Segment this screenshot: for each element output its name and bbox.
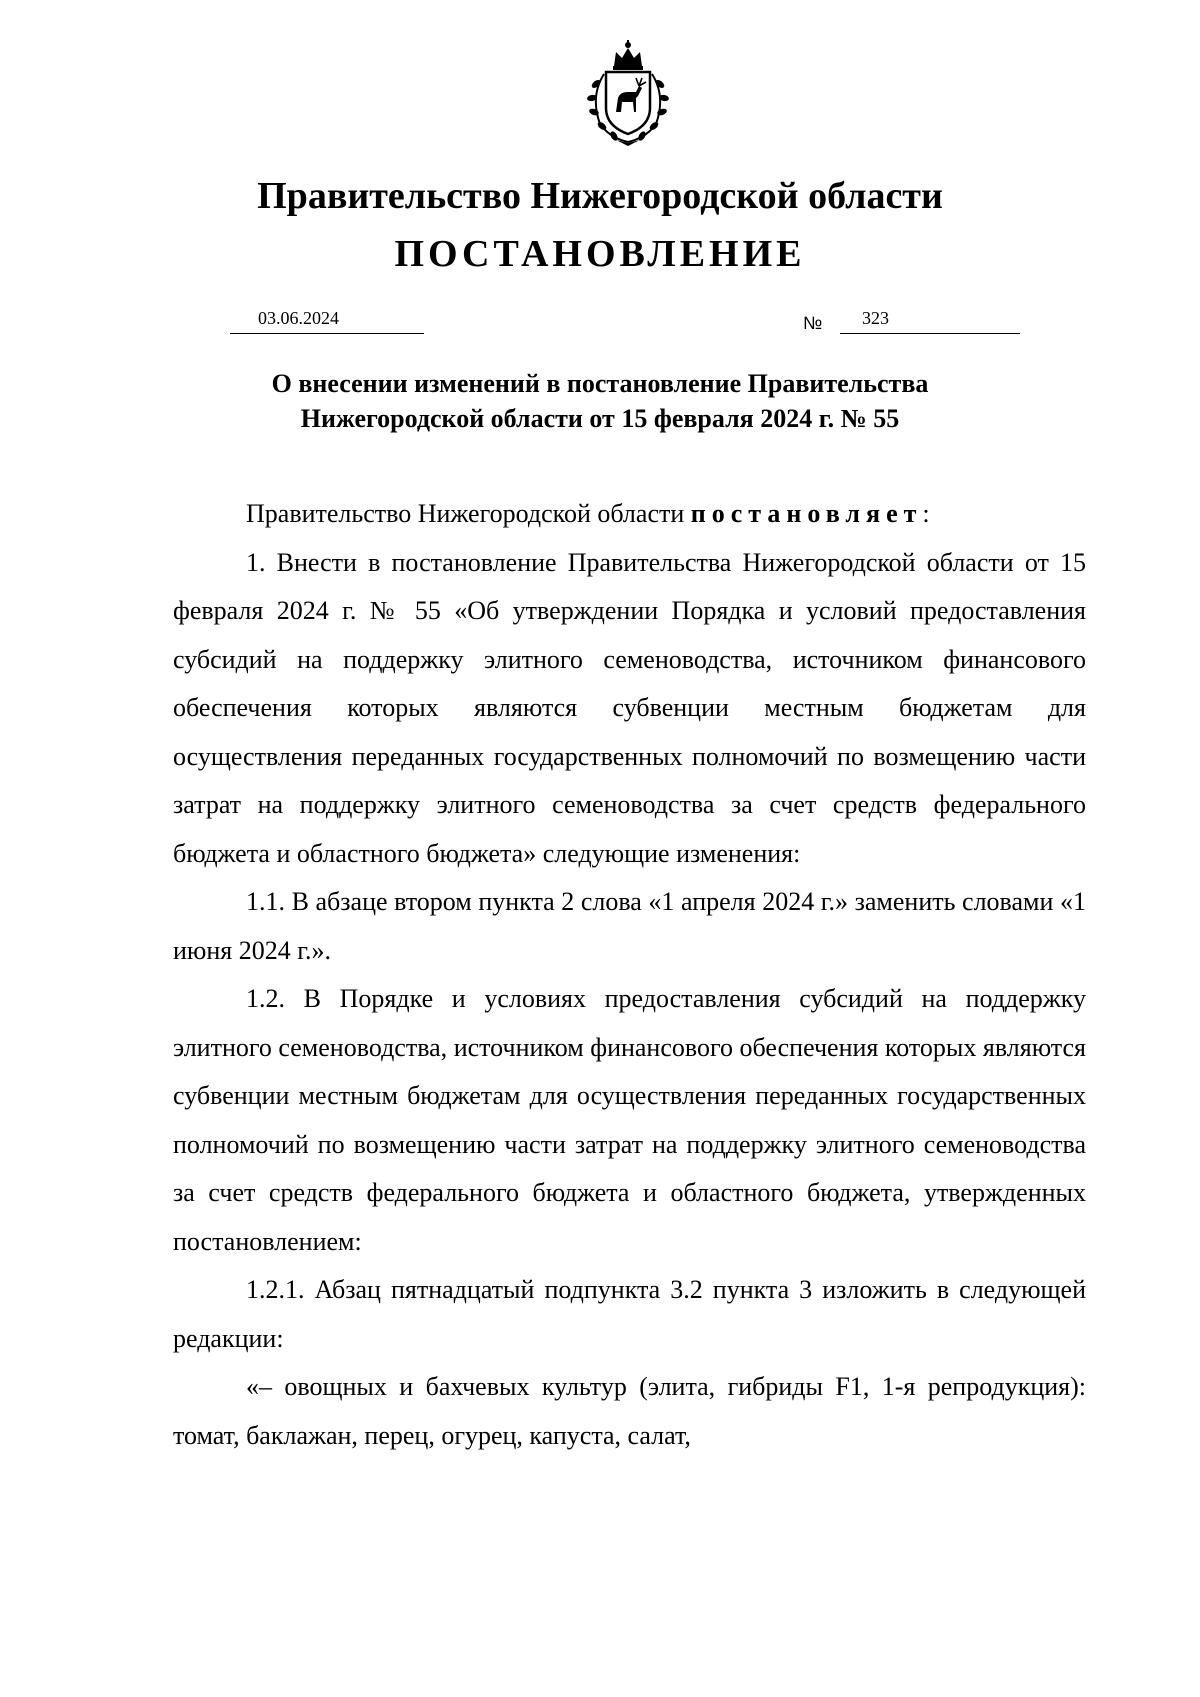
number-sign: № (803, 313, 823, 333)
paragraph-quote: «– овощных и бахчевых культур (элита, гибриды F1, 1-я репродукция): томат, баклажан, перец, огурец, капуста, салат, (173, 1372, 1086, 1450)
document-date-field (230, 307, 424, 334)
document-subject (100, 366, 1100, 436)
preamble-prefix: Правительство Нижегородской области (246, 499, 691, 528)
preamble-suffix: : (922, 499, 930, 528)
organization-title: Правительство Нижегородской области (257, 175, 943, 217)
preamble-verb: постановляет (690, 499, 923, 528)
paragraph-1-1: 1.1. В абзаце втором пункта 2 слова «1 апреля 2024 г.» заменить словами «1 июня 2024 г.». (173, 887, 1086, 965)
preamble-paragraph (173, 490, 1086, 539)
document-type: ПОСТАНОВЛЕНИЕ (394, 233, 806, 275)
coat-of-arms-icon (576, 40, 680, 148)
document-number: 323 (862, 308, 889, 328)
document-date: 03.06.2024 (258, 308, 339, 328)
paragraph-1-2-1: 1.2.1. Абзац пятнадцатый подпункта 3.2 пункта 3 изложить в следующей редакции: (173, 1275, 1086, 1353)
paragraph-1: 1. Внести в постановление Правительства Нижегородской области от 15 февраля 2024 г. № 55 «Об утверждении Порядка и условий предоставления субсидий на поддержку элитного семеноводства, источником финансового обеспечения которых являются субвенции местным бюджетам для осуществления переданных государственных полномочий по возмещению части затрат на поддержку элитного семеноводства за счет средств федерального бюджета и областного бюджета» следующие изменения: (173, 547, 1086, 868)
document-body (173, 490, 1086, 1460)
subject-line-1: О внесении изменений в постановление Правительства (271, 369, 929, 398)
document-number-field (840, 307, 1020, 334)
paragraph-1-2: 1.2. В Порядке и условиях предоставления субсидий на поддержку элитного семеноводства, источником финансового обеспечения которых являются субвенции местным бюджетам для осуществления переданных государственных полномочий по возмещению части затрат на поддержку элитного семеноводства за счет средств федерального бюджета и областного бюджета, утвержденных постановлением: (173, 984, 1086, 1256)
subject-line-2: Нижегородской области от 15 февраля 2024 г. № 55 (300, 404, 900, 433)
